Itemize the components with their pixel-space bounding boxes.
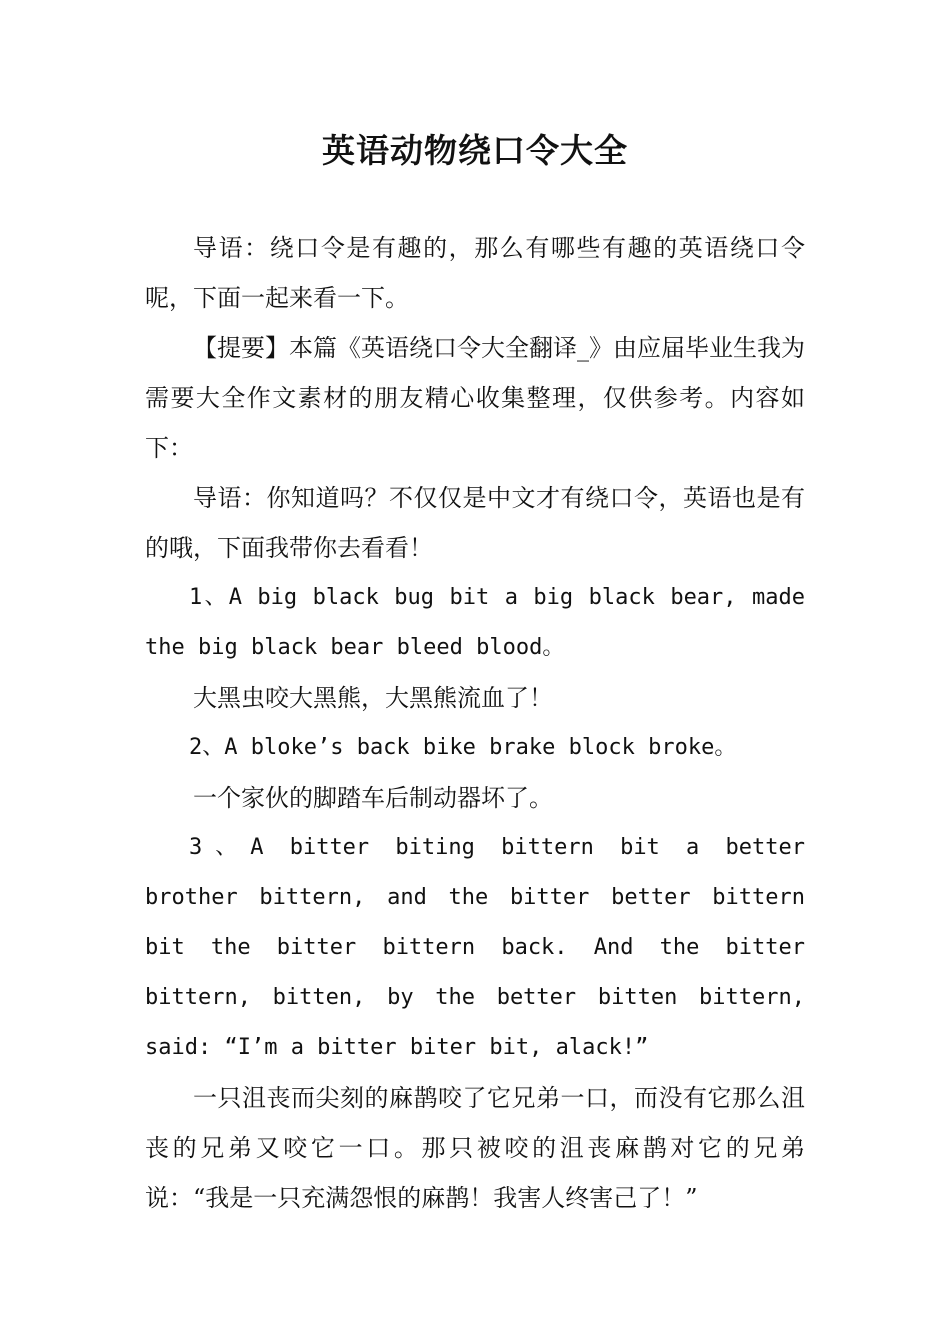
paragraph-intro-1: 导语：绕口令是有趣的，那么有哪些有趣的英语绕口令呢，下面一起来看一下。 [145,234,805,312]
paragraph-intro-2: 导语：你知道吗？不仅仅是中文才有绕口令，英语也是有的哦，下面我带你去看看！ [145,484,805,562]
document-body [145,223,805,1223]
paragraph-twister-2-zh: 一个家伙的脚踏车后制动器坏了。 [193,784,553,812]
document-title: 英语动物绕口令大全 [322,131,628,170]
paragraph-summary: 【提要】本篇《英语绕口令大全翻译_》由应届毕业生我为需要大全作文素材的朋友精心收集整理，仅供参考。内容如下： [145,334,805,462]
paragraph-twister-3-en: 3、A bitter biting bittern bit a better brother bittern, and the bitter better bittern bit the bitter bittern back. And the bitter bittern, bitten, by the better bitten bittern, said: “I’m a bitter biter bit, alack!” [145,835,805,1060]
paragraph-twister-3-zh: 一只沮丧而尖刻的麻鹊咬了它兄弟一口，而没有它那么沮丧的兄弟又咬它一口。那只被咬的沮丧麻鹊对它的兄弟说：“我是一只充满怨恨的麻鹊！我害人终害己了！” [145,1084,805,1212]
paragraph-twister-2-en: 2、A bloke’s back bike brake block broke。 [189,735,737,760]
paragraph-twister-1-zh: 大黑虫咬大黑熊，大黑熊流血了！ [193,684,553,712]
paragraph-twister-1-en: 1、A big black bug bit a big black bear, made the big black bear bleed blood。 [145,585,805,660]
